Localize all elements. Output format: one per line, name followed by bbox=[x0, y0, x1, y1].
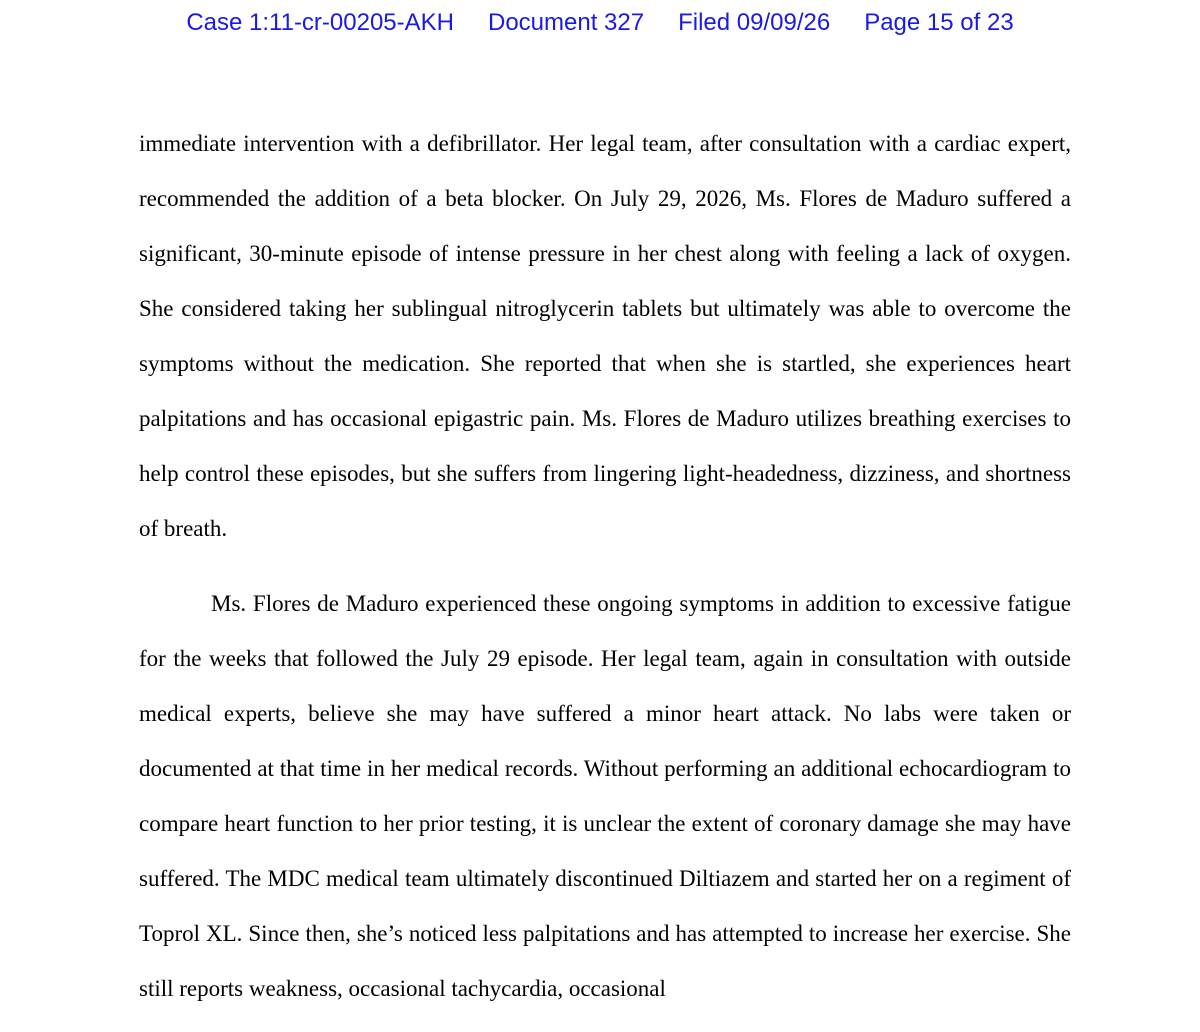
document-header bbox=[0, 6, 1200, 40]
case-number: Case 1:11-cr-00205-AKH bbox=[186, 9, 454, 36]
page-number: Page 15 of 23 bbox=[864, 9, 1014, 36]
filed-date: Filed 09/09/26 bbox=[678, 9, 831, 36]
document-number: Document 327 bbox=[488, 9, 645, 36]
paragraph-1: immediate intervention with a defibrillator. Her legal team, after consultation with a cardiac expert, recommended the addition of a beta blocker. On July 29, 2026, Ms. Flores de Maduro suffered a significant, 30-minute episode of intense pressure in her chest along with feeling a lack of oxygen. She considered taking her sublingual nitroglycerin tablets but ultimately was able to overcome the symptoms without the medication. She reported that when she is startled, she experiences heart palpitations and has occasional epigastric pain. Ms. Flores de Maduro utilizes breathing exercises to help control these episodes, but she suffers from lingering light-headedness, dizziness, and shortness of breath. bbox=[139, 131, 1071, 541]
paragraph-2: Ms. Flores de Maduro experienced these ongoing symptoms in addition to excessive fatigue for the weeks that followed the July 29 episode. Her legal team, again in consultation with outside medical experts, believe she may have suffered a minor heart attack. No labs were taken or documented at that time in her medical records. Without performing an additional echocardiogram to compare heart function to her prior testing, it is unclear the extent of coronary damage she may have suffered. The MDC medical team ultimately discontinued Diltiazem and started her on a regiment of Toprol XL. Since then, she’s noticed less palpitations and has attempted to increase her exercise. She still reports weakness, occasional tachycardia, occasional bbox=[139, 591, 1071, 1001]
document-body bbox=[139, 116, 1071, 1016]
